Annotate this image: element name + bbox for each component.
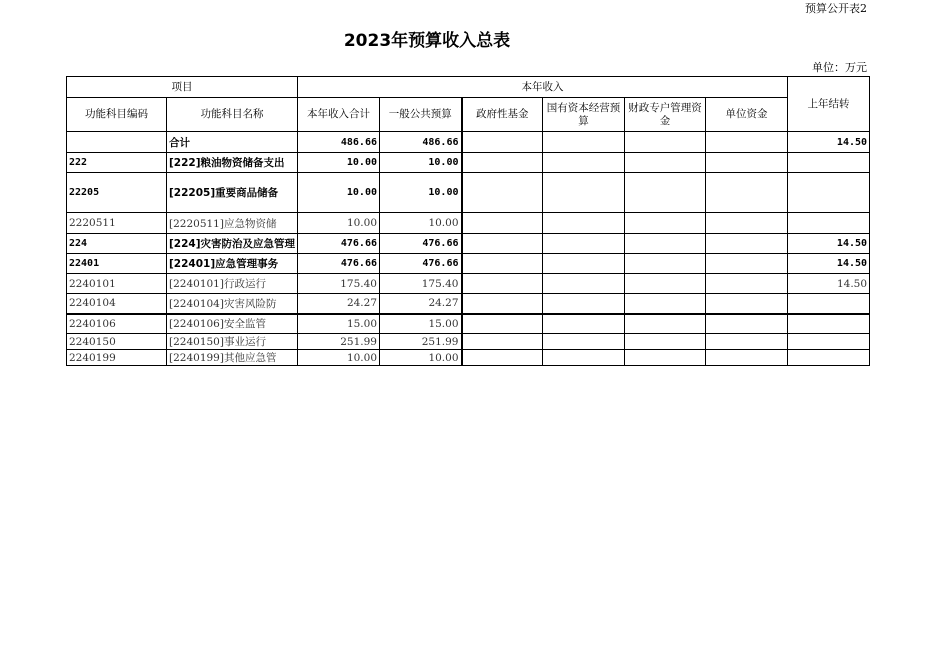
table-row — [67, 274, 870, 294]
table-row — [67, 213, 870, 234]
cell-state-capital — [543, 173, 625, 213]
table-row — [67, 334, 870, 350]
cell-total: 10.00 — [298, 350, 380, 366]
header-special: 财政专户管理资金 — [625, 98, 706, 132]
cell-general: 10.00 — [380, 213, 462, 234]
cell-total: 10.00 — [298, 173, 380, 213]
table-row — [67, 314, 870, 334]
cell-total: 251.99 — [298, 334, 380, 350]
cell-code: 2240101 — [67, 274, 167, 294]
cell-carryover: 14.50 — [788, 234, 870, 254]
cell-unit-fund — [706, 254, 788, 274]
cell-name: [22401]应急管理事务 — [167, 254, 298, 274]
cell-total: 476.66 — [298, 234, 380, 254]
cell-code: 2220511 — [67, 213, 167, 234]
cell-carryover: 14.50 — [788, 254, 870, 274]
header-unit-fund: 单位资金 — [706, 98, 788, 132]
cell-name: [224]灾害防治及应急管理 — [167, 234, 298, 254]
cell-carryover — [788, 173, 870, 213]
cell-state-capital — [543, 254, 625, 274]
cell-code: 22401 — [67, 254, 167, 274]
cell-name: [2220511]应急物资储 — [167, 213, 298, 234]
cell-unit-fund — [706, 294, 788, 314]
cell-code: 22205 — [67, 173, 167, 213]
cell-gov-fund — [462, 314, 543, 334]
cell-gov-fund — [462, 234, 543, 254]
cell-special — [625, 132, 706, 153]
cell-gov-fund — [462, 274, 543, 294]
cell-code — [67, 132, 167, 153]
cell-total: 24.27 — [298, 294, 380, 314]
cell-general: 10.00 — [380, 153, 462, 173]
table-row — [67, 132, 870, 153]
header-state-capital: 国有资本经营预算 — [543, 98, 625, 132]
cell-carryover — [788, 314, 870, 334]
cell-general: 486.66 — [380, 132, 462, 153]
header-name: 功能科目名称 — [167, 98, 298, 132]
cell-special — [625, 254, 706, 274]
cell-carryover — [788, 334, 870, 350]
cell-gov-fund — [462, 254, 543, 274]
table-row — [67, 350, 870, 366]
header-gov-fund: 政府性基金 — [462, 98, 543, 132]
cell-code: 224 — [67, 234, 167, 254]
cell-carryover — [788, 213, 870, 234]
cell-name: [222]粮油物资储备支出 — [167, 153, 298, 173]
table-row — [67, 153, 870, 173]
cell-state-capital — [543, 213, 625, 234]
cell-code: 2240150 — [67, 334, 167, 350]
table-row — [67, 294, 870, 314]
cell-general: 476.66 — [380, 254, 462, 274]
header-group-item: 项目 — [67, 77, 298, 98]
cell-code: 222 — [67, 153, 167, 173]
cell-unit-fund — [706, 274, 788, 294]
table-row — [67, 234, 870, 254]
cell-carryover: 14.50 — [788, 274, 870, 294]
cell-general: 10.00 — [380, 350, 462, 366]
header-total: 本年收入合计 — [298, 98, 380, 132]
cell-general: 10.00 — [380, 173, 462, 213]
cell-state-capital — [543, 132, 625, 153]
cell-state-capital — [543, 153, 625, 173]
cell-carryover — [788, 294, 870, 314]
cell-name: [22205]重要商品储备 — [167, 173, 298, 213]
cell-unit-fund — [706, 213, 788, 234]
cell-total: 15.00 — [298, 314, 380, 334]
cell-name: [2240199]其他应急管 — [167, 350, 298, 366]
cell-unit-fund — [706, 234, 788, 254]
cell-gov-fund — [462, 294, 543, 314]
cell-name: [2240150]事业运行 — [167, 334, 298, 350]
cell-state-capital — [543, 274, 625, 294]
cell-gov-fund — [462, 213, 543, 234]
cell-total: 10.00 — [298, 153, 380, 173]
cell-state-capital — [543, 334, 625, 350]
cell-special — [625, 274, 706, 294]
cell-gov-fund — [462, 350, 543, 366]
cell-unit-fund — [706, 153, 788, 173]
header-group-income: 本年收入 — [298, 77, 788, 98]
cell-total: 476.66 — [298, 254, 380, 274]
cell-code: 2240104 — [67, 294, 167, 314]
cell-special — [625, 350, 706, 366]
cell-state-capital — [543, 294, 625, 314]
cell-special — [625, 173, 706, 213]
cell-gov-fund — [462, 334, 543, 350]
cell-total: 175.40 — [298, 274, 380, 294]
cell-total: 486.66 — [298, 132, 380, 153]
cell-state-capital — [543, 314, 625, 334]
table-row — [67, 254, 870, 274]
cell-carryover: 14.50 — [788, 132, 870, 153]
cell-unit-fund — [706, 314, 788, 334]
unit-label: 单位：万元 — [812, 61, 867, 74]
cell-state-capital — [543, 350, 625, 366]
cell-special — [625, 153, 706, 173]
cell-special — [625, 314, 706, 334]
cell-special — [625, 213, 706, 234]
cell-unit-fund — [706, 132, 788, 153]
cell-unit-fund — [706, 334, 788, 350]
report-number-label: 预算公开表2 — [805, 2, 867, 15]
cell-unit-fund — [706, 350, 788, 366]
cell-gov-fund — [462, 173, 543, 213]
header-carryover: 上年结转 — [788, 77, 870, 132]
budget-income-table — [66, 76, 870, 366]
cell-carryover — [788, 350, 870, 366]
cell-code: 2240199 — [67, 350, 167, 366]
cell-general: 15.00 — [380, 314, 462, 334]
cell-general: 251.99 — [380, 334, 462, 350]
cell-name: [2240106]安全监管 — [167, 314, 298, 334]
cell-name: [2240104]灾害风险防 — [167, 294, 298, 314]
cell-unit-fund — [706, 173, 788, 213]
cell-special — [625, 294, 706, 314]
cell-general: 476.66 — [380, 234, 462, 254]
cell-name: 合计 — [167, 132, 298, 153]
header-general: 一般公共预算 — [380, 98, 462, 132]
cell-special — [625, 234, 706, 254]
cell-gov-fund — [462, 132, 543, 153]
cell-code: 2240106 — [67, 314, 167, 334]
cell-general: 175.40 — [380, 274, 462, 294]
page-title: 2023年预算收入总表 — [343, 31, 511, 51]
cell-gov-fund — [462, 153, 543, 173]
cell-total: 10.00 — [298, 213, 380, 234]
cell-general: 24.27 — [380, 294, 462, 314]
cell-carryover — [788, 153, 870, 173]
cell-state-capital — [543, 234, 625, 254]
cell-special — [625, 334, 706, 350]
table-row — [67, 173, 870, 213]
cell-name: [2240101]行政运行 — [167, 274, 298, 294]
header-code: 功能科目编码 — [67, 98, 167, 132]
